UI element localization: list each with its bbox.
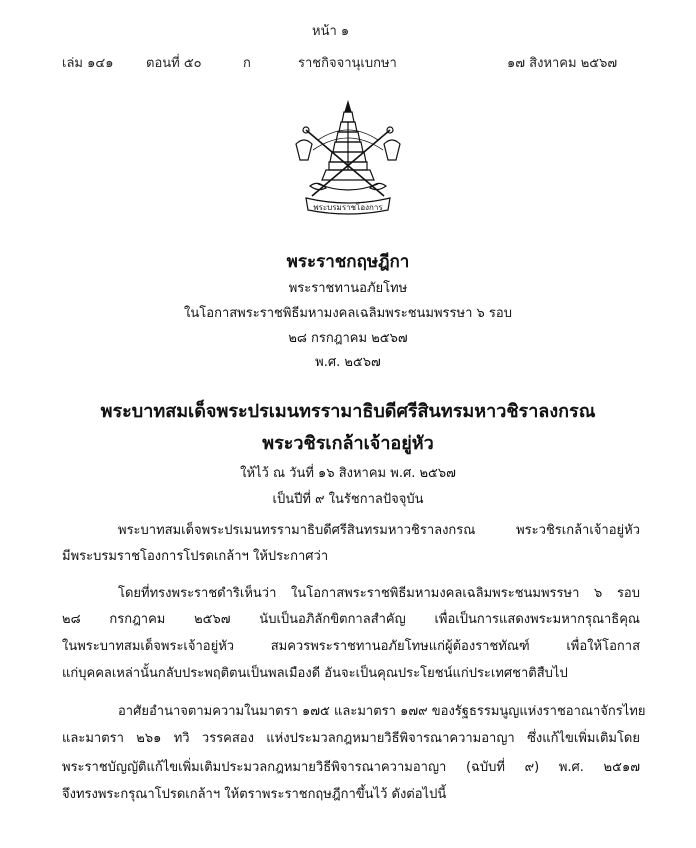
- king-name-line2: พระวชิรเกล้าเจ้าอยู่หัว: [262, 433, 434, 454]
- paragraph-3-line-3: พระราชบัญญัติแก้ไขเพิ่มเติมประมวลกฎหมายวิธีพิจารณาความอาญา (ฉบับที่ ๙) พ.ศ. ๒๕๑๗: [62, 760, 640, 775]
- king-name-line1: พระบาทสมเด็จพระปรเมนทรรามาธิบดีศรีสินทรมหาวชิราลงกรณ: [100, 401, 596, 422]
- paragraph-3-line-2: และมาตรา ๒๖๑ ทวิ วรรคสอง แห่งประมวลกฎหมายวิธีพิจารณาความอาญา ซึ่งแก้ไขเพิ่มเติมโดย: [62, 731, 640, 746]
- decree-date: ๒๘ กรกฎาคม ๒๕๖๗: [288, 331, 408, 346]
- paragraph-1-line-2: มีพระบรมราชโองการโปรดเกล้าฯ ให้ประกาศว่า: [62, 549, 329, 564]
- gazette-date: ๑๗ สิงหาคม ๒๕๖๗: [507, 56, 618, 71]
- paragraph-3-line-4: จึงทรงพระกรุณาโปรดเกล้าฯ ให้ตราพระราชกฤษฎีกาขึ้นไว้ ดังต่อไปนี้: [62, 787, 447, 802]
- reign-year: เป็นปีที่ ๙ ในรัชกาลปัจจุบัน: [272, 492, 424, 507]
- royal-emblem-icon: [288, 100, 408, 218]
- decree-title: พระราชกฤษฎีกา: [286, 252, 410, 272]
- issue-number: ตอนที่ ๕๐: [146, 56, 202, 71]
- emblem-banner-text: พระบรมราชโองการ: [313, 203, 383, 212]
- gazette-name: ราชกิจจานุเบกษา: [298, 56, 397, 71]
- paragraph-2-line-4: แก่บุคคลเหล่านั้นกลับประพฤติตนเป็นพลเมืองดี อันจะเป็นคุณประโยชน์แก่ประเทศชาติสืบไป: [62, 666, 568, 681]
- given-date: ให้ไว้ ณ วันที่ ๑๖ สิงหาคม พ.ศ. ๒๕๖๗: [240, 466, 456, 481]
- decree-subject: พระราชทานอภัยโทษ: [288, 281, 408, 296]
- paragraph-2-line-3: ในพระบาทสมเด็จพระเจ้าอยู่หัว สมควรพระราชทานอภัยโทษแก่ผู้ต้องราชทัณฑ์ เพื่อให้โอกาส: [62, 639, 640, 654]
- volume-number: เล่ม ๑๔๑: [62, 56, 114, 71]
- paragraph-2-line-1: โดยที่ทรงพระราชดำริเห็นว่า ในโอกาสพระราชพิธีมหามงคลเฉลิมพระชนมพรรษา ๖ รอบ: [118, 586, 640, 601]
- decree-occasion: ในโอกาสพระราชพิธีมหามงคลเฉลิมพระชนมพรรษา ๖ รอบ: [184, 306, 512, 321]
- section-letter: ก: [243, 56, 251, 71]
- paragraph-1-line-1: พระบาทสมเด็จพระปรเมนทรรามาธิบดีศรีสินทรมหาวชิราลงกรณ พระวชิรเกล้าเจ้าอยู่หัว: [118, 523, 640, 538]
- paragraph-2-line-2: ๒๘ กรกฎาคม ๒๕๖๗ นับเป็นอภิลักขิตกาลสำคัญ เพื่อเป็นการแสดงพระมหากรุณาธิคุณ: [62, 612, 640, 627]
- decree-year: พ.ศ. ๒๕๖๗: [315, 355, 381, 370]
- paragraph-3-line-1: อาศัยอำนาจตามความในมาตรา ๑๗๕ และมาตรา ๑๗๙ ของรัฐธรรมนูญแห่งราชอาณาจักรไทย: [118, 704, 646, 719]
- page-number: หน้า ๑: [312, 24, 350, 39]
